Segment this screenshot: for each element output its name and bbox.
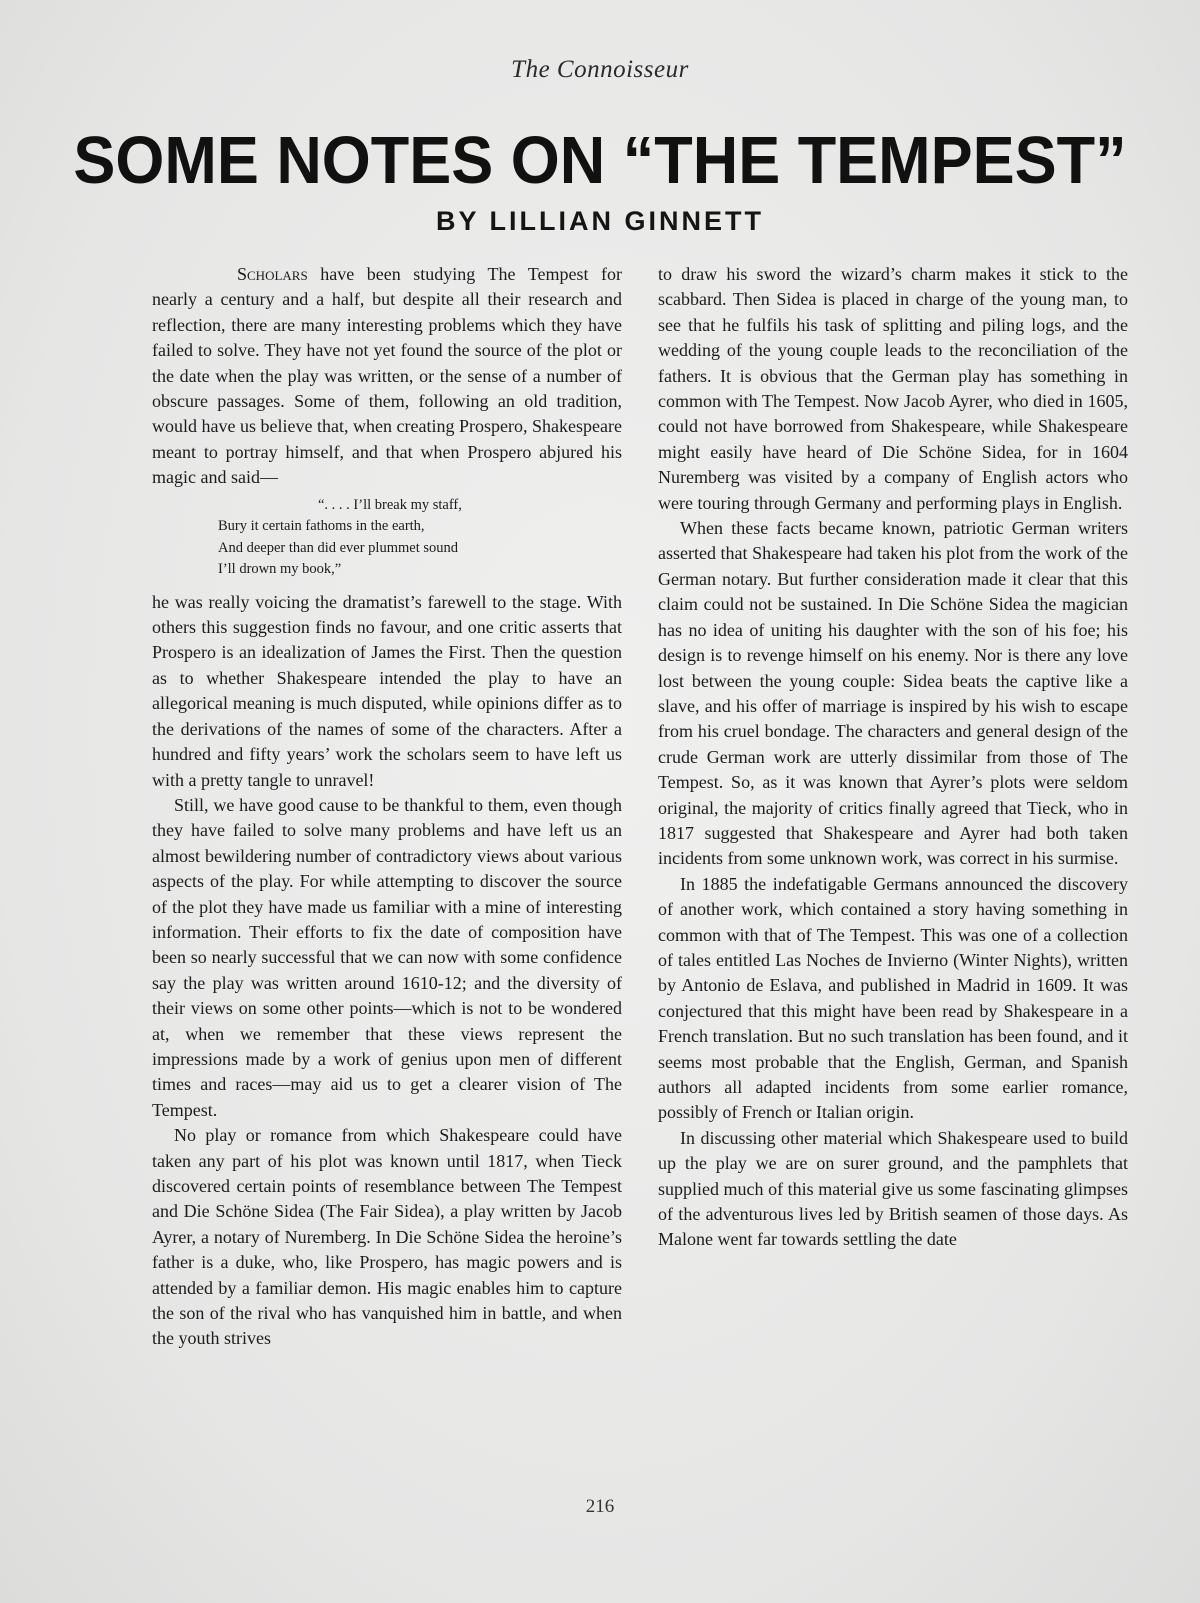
paragraph: he was really voicing the dramatist’s farewell to the stage. With others this suggestion finds no favour, and one critic asserts that Prospero is an idealization of James the First. Then the question as to whether Shakespeare intended the play to have an allegorical meaning is much disputed, while opinions differ as to the derivations of the names of some of the characters. After a hundred and fifty years’ work the scholars seem to have left us with a pretty tangle to unravel! <box>152 591 622 790</box>
left-column <box>152 262 622 1352</box>
paragraph: Scholars have been studying The Tempest for nearly a century and a half, but despite all their research and reflection, there are many interesting problems which they have failed to solve. They have not yet found the source of the plot or the date when the play was written, or the sense of a number of obscure passages. Some of them, following an old tradition, would have us believe that, when creating Prospero, Shakespeare meant to portray himself, and that when Prospero abjured his magic and said— <box>152 264 622 488</box>
page-number: 216 <box>585 1496 615 1517</box>
verse-quote <box>218 495 622 581</box>
drop-lead: Scholars <box>237 264 308 284</box>
paragraph: In discussing other material which Shakespeare used to build up the play we are on surer ground, and the pamphlets that supplied much of this material give us some fascinating glimpses of the adventurous lives led by British seamen of those days. As Malone went far towards settling the date <box>658 1127 1128 1250</box>
article-title: SOME NOTES ON “THE TEMPEST” <box>73 123 1127 198</box>
paragraph: No play or romance from which Shakespeare could have taken any part of his plot was known until 1817, when Tieck discovered certain points of resemblance between The Tempest and Die Schöne Sidea (The Fair Sidea), a play written by Jacob Ayrer, a notary of Nuremberg. In Die Schöne Sidea the heroine’s father is a duke, who, like Prospero, has magic powers and is attended by a familiar demon. His magic enables him to capture the son of the rival who has vanquished him in battle, and when the youth strives <box>152 1125 622 1349</box>
verse-line: Bury it certain fathoms in the earth, <box>218 518 425 535</box>
verse-line: I’ll drown my book,” <box>218 561 342 578</box>
running-head: The Connoisseur <box>511 56 689 83</box>
verse-line: “. . . . I’ll break my staff, <box>318 496 462 513</box>
paragraph: to draw his sword the wizard’s charm makes it stick to the scabbard. Then Sidea is placed in charge of the young man, to see that he fulfils his task of splitting and piling logs, and the wedding of the young couple leads to the reconciliation of the fathers. It is obvious that the German play has something in common with The Tempest. Now Jacob Ayrer, who died in 1605, could not have borrowed from Shakespeare, while Shakespeare might easily have heard of Die Schöne Sidea, for in 1604 Nuremberg was visited by a company of English actors who were touring through Germany and performing plays in English. <box>658 264 1128 513</box>
paragraph: In 1885 the indefatigable Germans announced the discovery of another work, which contained a story having something in common with that of The Tempest. This was one of a collection of tales entitled Las Noches de Invierno (Winter Nights), written by Antonio de Eslava, and published in Madrid in 1609. It was conjectured that this might have been read by Shakespeare in a French translation. But no such translation has been found, and it seems most probable that the English, German, and Spanish authors all adapted incidents from some earlier romance, possibly of French or Italian origin. <box>658 873 1128 1123</box>
verse-line: And deeper than did ever plummet sound <box>218 539 458 556</box>
right-column <box>658 262 1128 1253</box>
paragraph: When these facts became known, patriotic German writers asserted that Shakespeare had taken his plot from the work of the German notary. But further consideration made it clear that this claim could not be sustained. In Die Schöne Sidea the magician has no idea of uniting his daughter with the son of his foe; his design is to revenge himself on his enemy. Nor is there any love lost between the young couple: Sidea beats the captive like a slave, and his offer of marriage is inspired by his wish to escape from his cruel bondage. The characters and general design of the crude German work are utterly dissimilar from those of The Tempest. So, as it was known that Ayrer’s plots were seldom original, the majority of critics finally agreed that Tieck, who in 1817 suggested that Shakespeare and Ayrer had both taken incidents from some unknown work, was correct in his surmise. <box>658 518 1128 869</box>
byline: BY LILLIAN GINNETT <box>436 206 764 236</box>
paragraph: Still, we have good cause to be thankful to them, even though they have failed to solve many problems and have left us an almost bewildering number of contradictory views about various aspects of the play. For while attempting to discover the source of the plot they have made us familiar with a mine of interesting information. Their efforts to fix the date of composition have been so nearly successful that we can now with some confidence say the play was written around 1610-12; and the diversity of their views on some other points—which is not to be wondered at, when we remember that these views represent the impressions made by a work of genius upon men of different times and races—may aid us to get a clearer vision of The Tempest. <box>152 794 622 1120</box>
